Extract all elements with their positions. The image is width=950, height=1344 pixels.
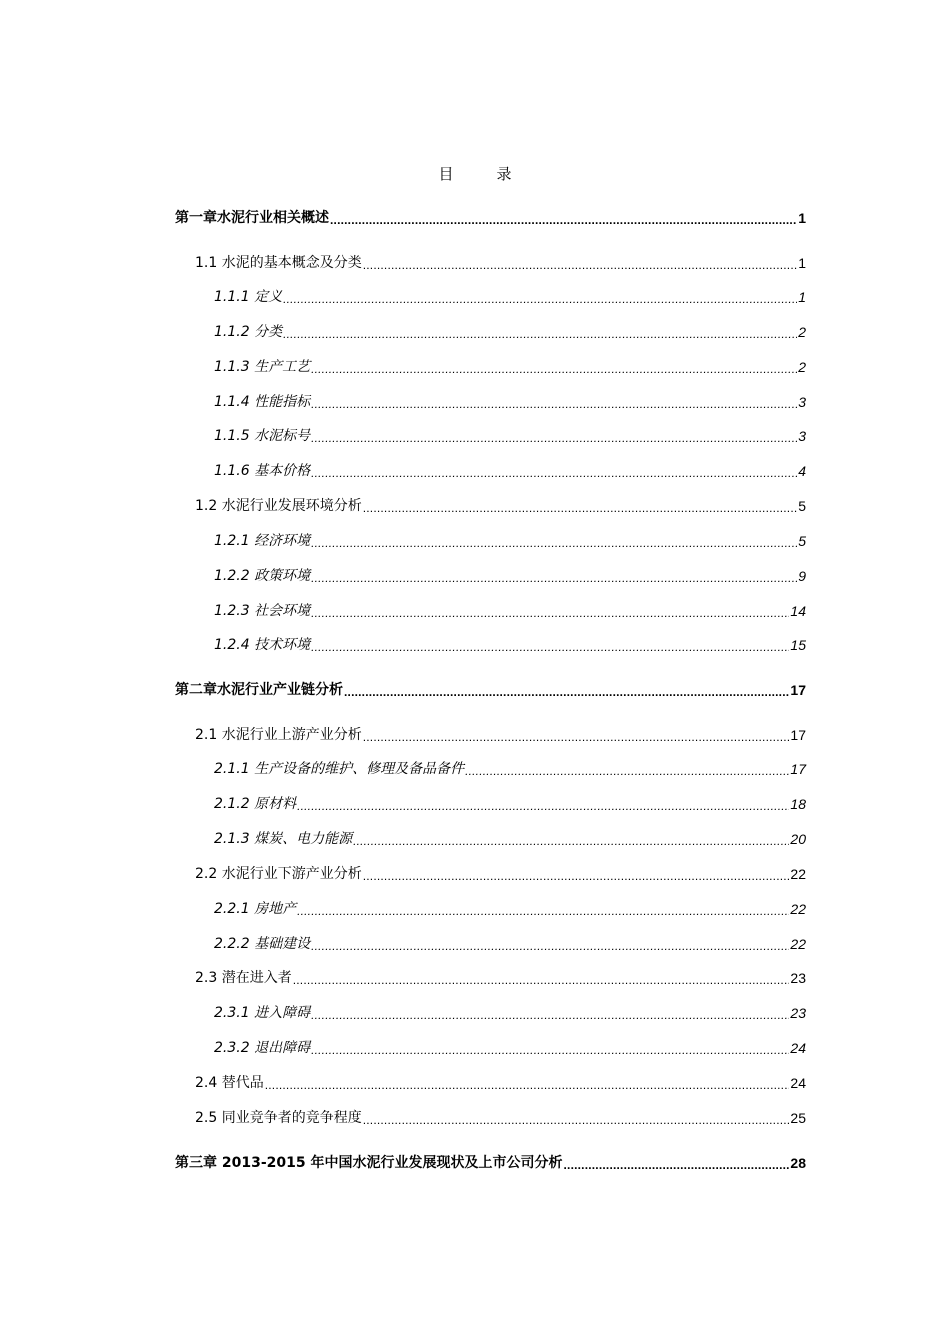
toc-entry-2-1-3[interactable] <box>214 829 806 849</box>
dot-leader <box>311 635 789 655</box>
toc-entry-page: 28 <box>790 1155 806 1171</box>
dot-leader <box>363 496 797 516</box>
toc-entry-1-1-1[interactable] <box>214 287 806 307</box>
toc-entry-label: 1.1.3 生产工艺 <box>214 359 311 375</box>
toc-entry-2-1[interactable] <box>195 725 806 745</box>
toc-entry-page: 23 <box>790 1005 806 1021</box>
toc-entry-label: 2.1.2 原材料 <box>214 796 297 812</box>
dot-leader <box>311 426 797 446</box>
toc-entry-label: 2.3.1 进入障碍 <box>214 1005 311 1021</box>
toc-entry-label: 1.1.6 基本价格 <box>214 463 311 479</box>
toc-entry-page: 20 <box>790 831 806 847</box>
toc-entry-label: 1.2.4 技术环境 <box>214 637 311 653</box>
toc-entry-1-2-1[interactable] <box>214 531 806 551</box>
toc-entry-1-2-3[interactable] <box>214 601 806 621</box>
toc-entry-label: 1.1.5 水泥标号 <box>214 428 311 444</box>
toc-entry-page: 17 <box>790 761 806 777</box>
toc-entry-label: 2.3 潜在进入者 <box>195 970 292 986</box>
toc-entry-page: 17 <box>790 682 806 698</box>
toc-entry-label: 2.3.2 退出障碍 <box>214 1040 311 1056</box>
toc-entry-page: 22 <box>790 901 806 917</box>
toc-entry-page: 22 <box>790 936 806 952</box>
dot-leader <box>311 1003 789 1023</box>
toc-entry-page: 22 <box>790 866 806 882</box>
toc-entry-2-2[interactable] <box>195 864 806 884</box>
dot-leader <box>283 322 797 342</box>
toc-entry-page: 3 <box>798 394 806 410</box>
dot-leader <box>265 1073 790 1093</box>
toc-entry-page: 1 <box>798 210 806 226</box>
dot-leader <box>297 794 789 814</box>
dot-leader <box>363 1108 790 1128</box>
toc-entry-2-3-2[interactable] <box>214 1038 806 1058</box>
dot-leader <box>311 392 797 412</box>
dot-leader <box>311 566 797 586</box>
toc-entry-label: 1.2.3 社会环境 <box>214 603 311 619</box>
dot-leader <box>311 601 789 621</box>
toc-entry-page: 3 <box>798 428 806 444</box>
toc-entry-label: 第二章水泥行业产业链分析 <box>175 682 343 698</box>
dot-leader <box>363 864 790 884</box>
toc-entry-label: 1.1.1 定义 <box>214 289 283 305</box>
toc-entry-label: 2.2.2 基础建设 <box>214 936 311 952</box>
toc-entry-label: 1.1.2 分类 <box>214 324 283 340</box>
toc-entry-2-3-1[interactable] <box>214 1003 806 1023</box>
toc-entry-label: 2.5 同业竞争者的竞争程度 <box>195 1110 362 1126</box>
toc-entry-page: 24 <box>790 1075 806 1091</box>
toc-entry-page: 17 <box>790 727 806 743</box>
dot-leader <box>330 208 797 228</box>
toc-entry-2-1-1[interactable] <box>214 759 806 779</box>
toc-entry-label: 1.2.1 经济环境 <box>214 533 311 549</box>
toc-entry-page: 5 <box>798 498 806 514</box>
toc-entry-label: 2.2 水泥行业下游产业分析 <box>195 866 362 882</box>
dot-leader <box>353 829 789 849</box>
dot-leader <box>564 1153 790 1173</box>
toc-entry-2-4[interactable] <box>195 1073 806 1093</box>
toc-entry-label: 2.1 水泥行业上游产业分析 <box>195 727 362 743</box>
toc-title: 目 录 <box>438 165 526 183</box>
toc-entry-chapter-2[interactable] <box>175 680 806 700</box>
toc-entry-page: 24 <box>790 1040 806 1056</box>
toc-entry-chapter-1[interactable] <box>175 208 806 228</box>
toc-entry-2-1-2[interactable] <box>214 794 806 814</box>
toc-entry-1-1-2[interactable] <box>214 322 806 342</box>
toc-entry-label: 2.1.1 生产设备的维护、修理及备品备件 <box>214 761 465 777</box>
dot-leader <box>311 531 797 551</box>
dot-leader <box>311 934 789 954</box>
toc-entry-2-2-2[interactable] <box>214 934 806 954</box>
toc-entry-page: 1 <box>798 289 806 305</box>
dot-leader <box>297 899 789 919</box>
toc-entry-label: 2.4 替代品 <box>195 1075 264 1091</box>
dot-leader <box>344 680 789 700</box>
toc-entry-page: 15 <box>790 637 806 653</box>
toc-entry-page: 25 <box>790 1110 806 1126</box>
toc-entry-page: 1 <box>798 255 806 271</box>
toc-entry-page: 18 <box>790 796 806 812</box>
toc-entry-page: 4 <box>798 463 806 479</box>
dot-leader <box>293 968 790 988</box>
dot-leader <box>311 357 797 377</box>
toc-entry-page: 5 <box>798 533 806 549</box>
toc-entry-page: 2 <box>798 324 806 340</box>
toc-entry-page: 2 <box>798 359 806 375</box>
toc-entry-1-1-4[interactable] <box>214 392 806 412</box>
toc-entry-label: 1.1.4 性能指标 <box>214 394 311 410</box>
toc-entry-1-1[interactable] <box>195 253 806 273</box>
toc-entry-1-1-6[interactable] <box>214 461 806 481</box>
toc-entry-1-2-2[interactable] <box>214 566 806 586</box>
toc-entry-1-1-3[interactable] <box>214 357 806 377</box>
dot-leader <box>311 1038 789 1058</box>
toc-entry-label: 1.2.2 政策环境 <box>214 568 311 584</box>
toc-entry-1-1-5[interactable] <box>214 426 806 446</box>
toc-entry-label: 2.2.1 房地产 <box>214 901 297 917</box>
dot-leader <box>465 759 789 779</box>
dot-leader <box>283 287 797 307</box>
toc-entry-label: 1.1 水泥的基本概念及分类 <box>195 255 362 271</box>
toc-entry-2-3[interactable] <box>195 968 806 988</box>
toc-entry-page: 23 <box>790 970 806 986</box>
toc-entry-1-2[interactable] <box>195 496 806 516</box>
toc-entry-page: 14 <box>790 603 806 619</box>
toc-entry-1-2-4[interactable] <box>214 635 806 655</box>
toc-entry-2-5[interactable] <box>195 1108 806 1128</box>
toc-entry-page: 9 <box>798 568 806 584</box>
toc-entry-label: 第三章 2013-2015 年中国水泥行业发展现状及上市公司分析 <box>175 1155 563 1171</box>
toc-entry-label: 1.2 水泥行业发展环境分析 <box>195 498 362 514</box>
dot-leader <box>363 725 790 745</box>
dot-leader <box>311 461 797 481</box>
toc-entry-label: 第一章水泥行业相关概述 <box>175 210 329 226</box>
dot-leader <box>363 253 797 273</box>
toc-entry-label: 2.1.3 煤炭、电力能源 <box>214 831 353 847</box>
toc-entry-2-2-1[interactable] <box>214 899 806 919</box>
toc-entry-chapter-3[interactable] <box>175 1153 806 1173</box>
